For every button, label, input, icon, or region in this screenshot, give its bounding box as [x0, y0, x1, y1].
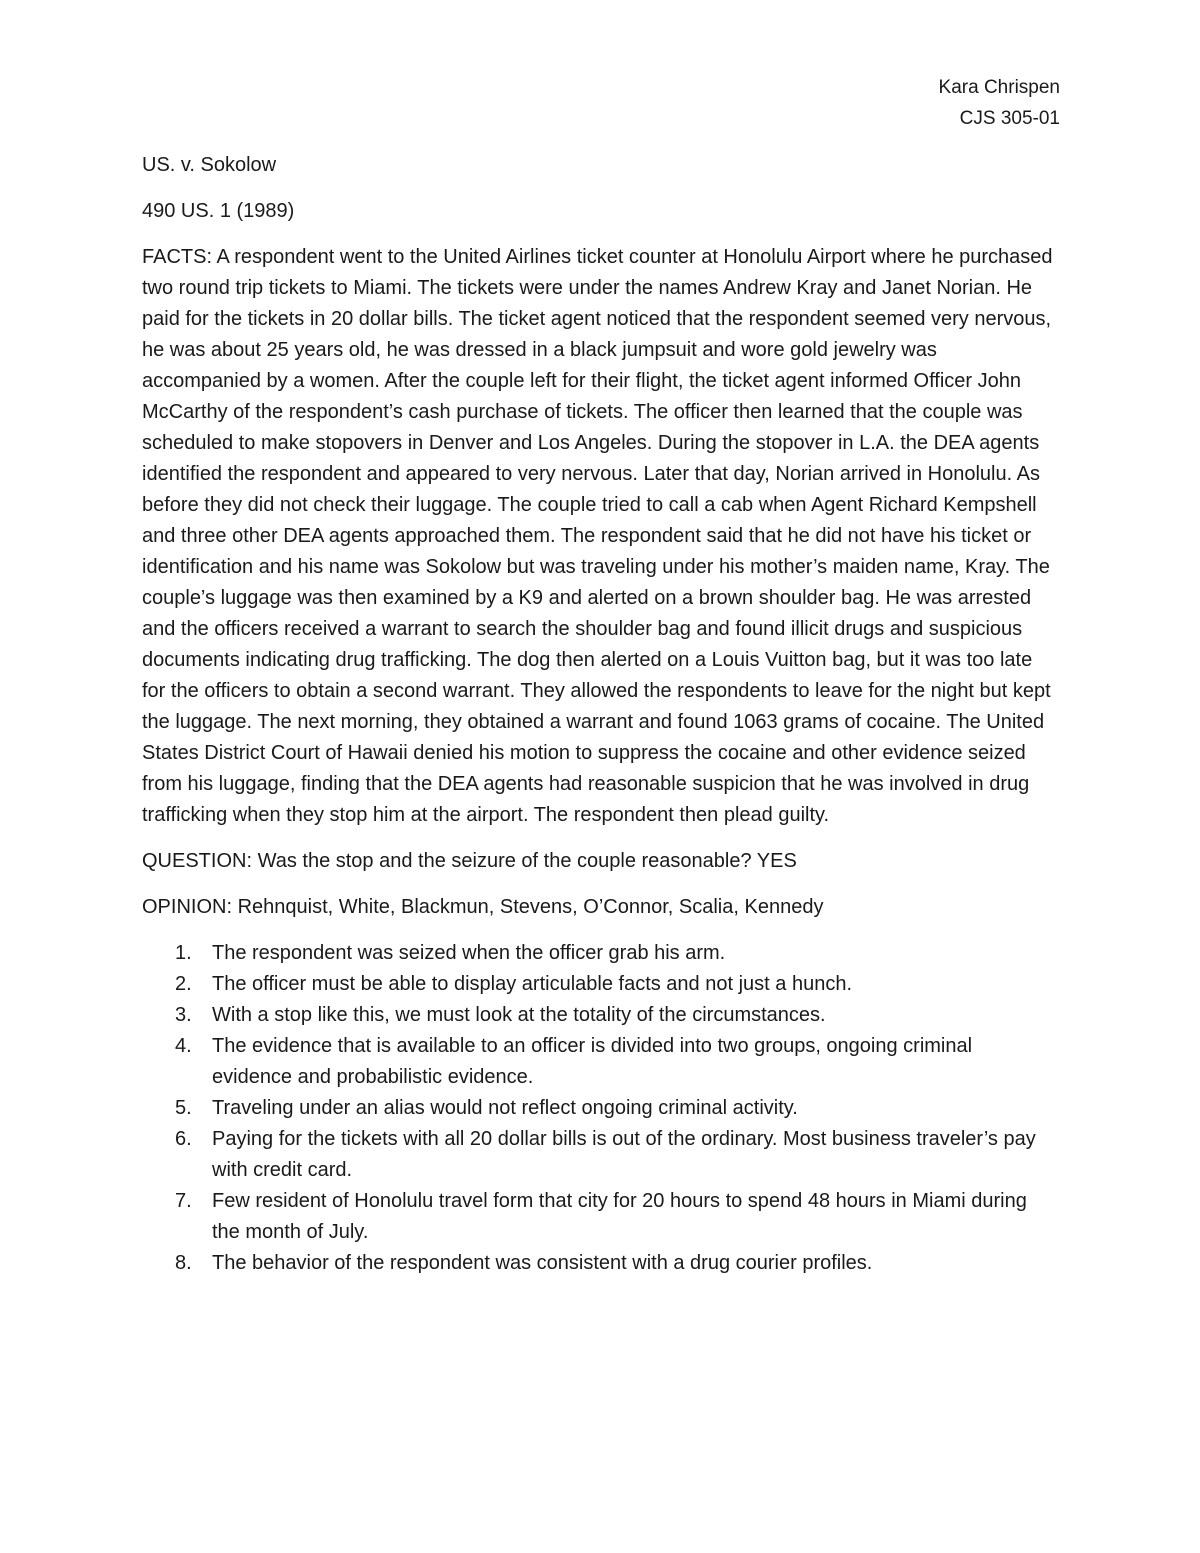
list-item — [142, 969, 1057, 1000]
list-item-text: The officer must be able to display articulable facts and not just a hunch. — [212, 973, 852, 995]
question-label: QUESTION: — [142, 850, 253, 872]
list-item — [142, 1124, 1057, 1186]
list-item-text: Traveling under an alias would not reflect ongoing criminal activity. — [212, 1097, 798, 1119]
list-item-text: Few resident of Honolulu travel form that city for 20 hours to spend 48 hours in Miami during the month of July. — [212, 1190, 1027, 1243]
list-item — [142, 1186, 1057, 1248]
opinion-paragraph — [142, 892, 1057, 923]
list-item-text: Paying for the tickets with all 20 dollar bills is out of the ordinary. Most business traveler’s pay with credit card. — [212, 1128, 1036, 1181]
list-item — [142, 938, 1057, 969]
opinion-text: Rehnquist, White, Blackmun, Stevens, O’Connor, Scalia, Kennedy — [237, 896, 824, 918]
list-item-number: 2. — [175, 973, 192, 995]
author-name: Kara Chrispen — [938, 77, 1060, 98]
facts-text: A respondent went to the United Airlines ticket counter at Honolulu Airport where he purchased two round trip tickets to Miami. The tickets were under the names Andrew Kray and Janet Norian. He paid for the tickets in 20 dollar bills. The ticket agent noticed that the respondent seemed very nervous, he was about 25 years old, he was dressed in a black jumpsuit and wore gold jewelry was accompanied by a women. After the couple left for their flight, the ticket agent informed Officer John McCarthy of the respondent’s cash purchase of tickets. The officer then learned that the couple was scheduled to make stopovers in Denver and Los Angeles. During the stopover in L.A. the DEA agents identified the respondent and appeared to very nervous. Later that day, Norian arrived in Honolulu. As before they did not check their luggage. The couple tried to call a cab when Agent Richard Kempshell and three other DEA agents approached them. The respondent said that he did not have his ticket or identification and his name was Sokolow but was traveling under his mother’s maiden name, Kray. The couple’s luggage was then examined by a K9 and alerted on a brown shoulder bag. He was arrested and the officers received a warrant to search the shoulder bag and found illicit drugs and suspicious documents indicating drug trafficking. The dog then alerted on a Louis Vuitton bag, but it was too late for the officers to obtain a second warrant. They allowed the respondents to leave for the night but kept the luggage. The next morning, they obtained a warrant and found 1063 grams of cocaine. The United States District Court of Hawaii denied his motion to suppress the cocaine and other evidence seized from his luggage, finding that the DEA agents had reasonable suspicion that he was involved in drug trafficking when they stop him at the airport. The respondent then plead guilty. — [142, 246, 1053, 826]
case-citation: 490 US. 1 (1989) — [142, 200, 295, 222]
document-body — [142, 150, 1057, 1279]
case-title: US. v. Sokolow — [142, 154, 277, 176]
list-item-number: 8. — [175, 1252, 192, 1274]
facts-label: FACTS: — [142, 246, 213, 268]
list-item-text: The behavior of the respondent was consistent with a drug courier profiles. — [212, 1252, 873, 1274]
list-item-number: 4. — [175, 1035, 192, 1057]
list-item — [142, 1000, 1057, 1031]
page-header — [939, 72, 1060, 134]
opinion-points-list — [142, 938, 1057, 1279]
list-item-number: 5. — [175, 1097, 192, 1119]
list-item-text: The respondent was seized when the officer grab his arm. — [212, 942, 726, 964]
course-code: CJS 305-01 — [959, 108, 1060, 129]
list-item-text: With a stop like this, we must look at the totality of the circumstances. — [212, 1004, 826, 1026]
list-item-number: 1. — [175, 942, 192, 964]
opinion-label: OPINION: — [142, 896, 233, 918]
list-item — [142, 1031, 1057, 1093]
list-item-number: 3. — [175, 1004, 192, 1026]
list-item-number: 6. — [175, 1128, 192, 1150]
question-text: Was the stop and the seizure of the couple reasonable? YES — [257, 850, 797, 872]
list-item — [142, 1093, 1057, 1124]
list-item-number: 7. — [175, 1190, 192, 1212]
question-paragraph — [142, 846, 1057, 877]
list-item — [142, 1248, 1057, 1279]
facts-paragraph — [142, 242, 1057, 831]
list-item-text: The evidence that is available to an officer is divided into two groups, ongoing criminal evidence and probabilistic evidence. — [212, 1035, 973, 1088]
